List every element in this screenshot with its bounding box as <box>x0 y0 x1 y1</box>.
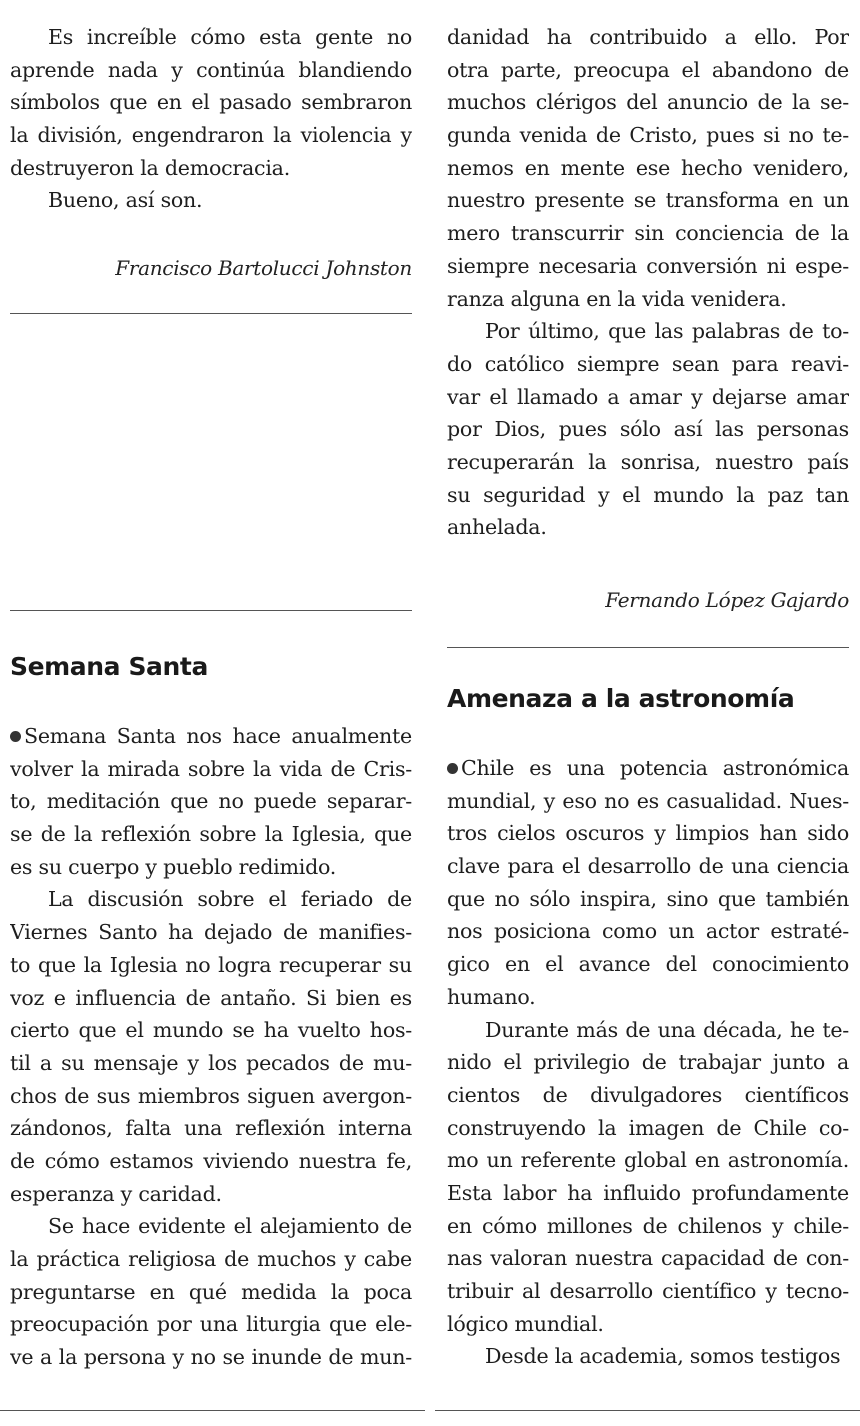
text-line: la práctica religiosa de muchos y cabe <box>10 1247 412 1271</box>
text-line: muchos clérigos del anuncio de la se- <box>447 90 849 115</box>
section-divider <box>10 610 412 611</box>
text-line: var el llamado a amar y dejarse amar <box>447 384 849 409</box>
article-body <box>447 752 849 1373</box>
text-line: zándonos, falta una reflexión interna <box>10 1116 412 1141</box>
text-line: mundial, y eso no es casualidad. Nues- <box>447 788 849 813</box>
text-line: Bueno, así son. <box>48 188 203 213</box>
text-line: to, meditación que no puede separar- <box>10 789 412 814</box>
article-signature: Fernando López Gajardo <box>605 588 849 612</box>
text-line: ranza alguna en la vida venidera. <box>447 286 787 311</box>
left-column <box>10 0 412 1426</box>
text-line: Se hace evidente el alejamiento de <box>48 1214 412 1239</box>
article-body <box>10 720 412 1374</box>
article-title: Amenaza a la astronomía <box>447 684 795 713</box>
text-line: gico en el avance del conocimiento <box>447 952 849 977</box>
text-line: til a su mensaje y los pecados de mu- <box>10 1050 412 1075</box>
text-line: que no sólo inspira, sino que también <box>447 886 849 911</box>
text-line: Durante más de una década, he te- <box>485 1017 849 1042</box>
text-line: destruyeron la democracia. <box>10 155 291 180</box>
text-line: tribuir al desarrollo científico y tecno- <box>447 1279 849 1303</box>
text-line: danidad ha contribuido a ello. Por <box>447 25 849 49</box>
text-line: gunda venida de Cristo, pues si no te- <box>447 123 849 148</box>
text-line: Viernes Santo ha dejado de manifies- <box>10 920 412 945</box>
text-line: por Dios, pues sólo así las personas <box>447 417 849 442</box>
bottom-rule-right <box>435 1410 860 1411</box>
text-line: voz e influencia de antaño. Si bien es <box>10 985 412 1010</box>
text-line: Semana Santa nos hace anualmente <box>24 724 412 748</box>
bullet-dot-icon <box>447 763 458 774</box>
text-line: su seguridad y el mundo la paz tan <box>447 482 849 507</box>
text-line: Por último, que las palabras de to- <box>485 319 849 344</box>
text-line: se de la reflexión sobre la Iglesia, que <box>10 822 412 847</box>
text-line: Esta labor ha influido profundamente <box>447 1180 849 1205</box>
text-line: de cómo estamos viviendo nuestra fe, <box>10 1148 412 1173</box>
text-line: nas valoran nuestra capacidad de con- <box>447 1246 849 1271</box>
article-continuation-text <box>447 21 849 544</box>
article-title: Semana Santa <box>10 652 208 681</box>
text-line: nos posiciona como un actor estraté- <box>447 919 849 944</box>
text-line: volver la mirada sobre la vida de Cris- <box>10 756 412 781</box>
text-line: do católico siempre sean para reavi- <box>447 351 849 376</box>
text-line: aprende nada y continúa blandiendo <box>10 57 412 82</box>
bullet-dot-icon <box>10 731 21 742</box>
text-line: clave para el desarrollo de una ciencia <box>447 854 849 879</box>
text-line: esperanza y caridad. <box>10 1181 222 1206</box>
text-line: anhelada. <box>447 515 547 540</box>
section-divider <box>447 647 849 648</box>
text-line: nemos en mente ese hecho venidero, <box>447 155 849 180</box>
text-line: Chile es una potencia astronómica <box>461 756 849 780</box>
text-line: ve a la persona y no se inunde de mun- <box>10 1345 412 1370</box>
text-line: humano. <box>447 984 536 1009</box>
text-line: to que la Iglesia no logra recuperar su <box>10 952 412 977</box>
text-line: chos de sus miembros siguen avergon- <box>10 1083 412 1108</box>
bottom-rule-left <box>0 1410 425 1411</box>
text-line: construyendo la imagen de Chile co- <box>447 1115 849 1140</box>
letter-signature: Francisco Bartolucci Johnston <box>115 256 412 280</box>
text-line: en cómo millones de chilenos y chile- <box>447 1213 849 1238</box>
text-line: recuperarán la sonrisa, nuestro país <box>447 449 849 474</box>
text-line: símbolos que en el pasado sembraron <box>10 90 412 115</box>
text-line: mero transcurrir sin conciencia de la <box>447 221 849 246</box>
text-line: la división, engendraron la violencia y <box>10 123 412 148</box>
text-line: siempre necesaria conversión ni espe- <box>447 253 849 278</box>
text-line: preocupación por una liturgia que ele- <box>10 1312 412 1337</box>
letter-continuation-text <box>10 21 412 217</box>
text-line: Es increíble cómo esta gente no <box>48 25 412 49</box>
text-line: otra parte, preocupa el abandono de <box>447 57 849 82</box>
text-line: es su cuerpo y pueblo redimido. <box>10 854 337 879</box>
text-line: cientos de divulgadores científicos <box>447 1082 849 1107</box>
right-column <box>447 0 849 1426</box>
text-line: preguntarse en qué medida la poca <box>10 1279 412 1304</box>
text-line: mo un referente global en astronomía. <box>447 1148 849 1173</box>
text-line: cierto que el mundo se ha vuelto hos- <box>10 1018 412 1043</box>
text-line: lógico mundial. <box>447 1311 604 1336</box>
text-line: tros cielos oscuros y limpios han sido <box>447 821 849 846</box>
text-line: Desde la academia, somos testigos <box>485 1344 841 1369</box>
section-divider <box>10 313 412 314</box>
text-line: La discusión sobre el feriado de <box>48 887 412 912</box>
text-line: nido el privilegio de trabajar junto a <box>447 1050 849 1075</box>
text-line: nuestro presente se transforma en un <box>447 188 849 213</box>
